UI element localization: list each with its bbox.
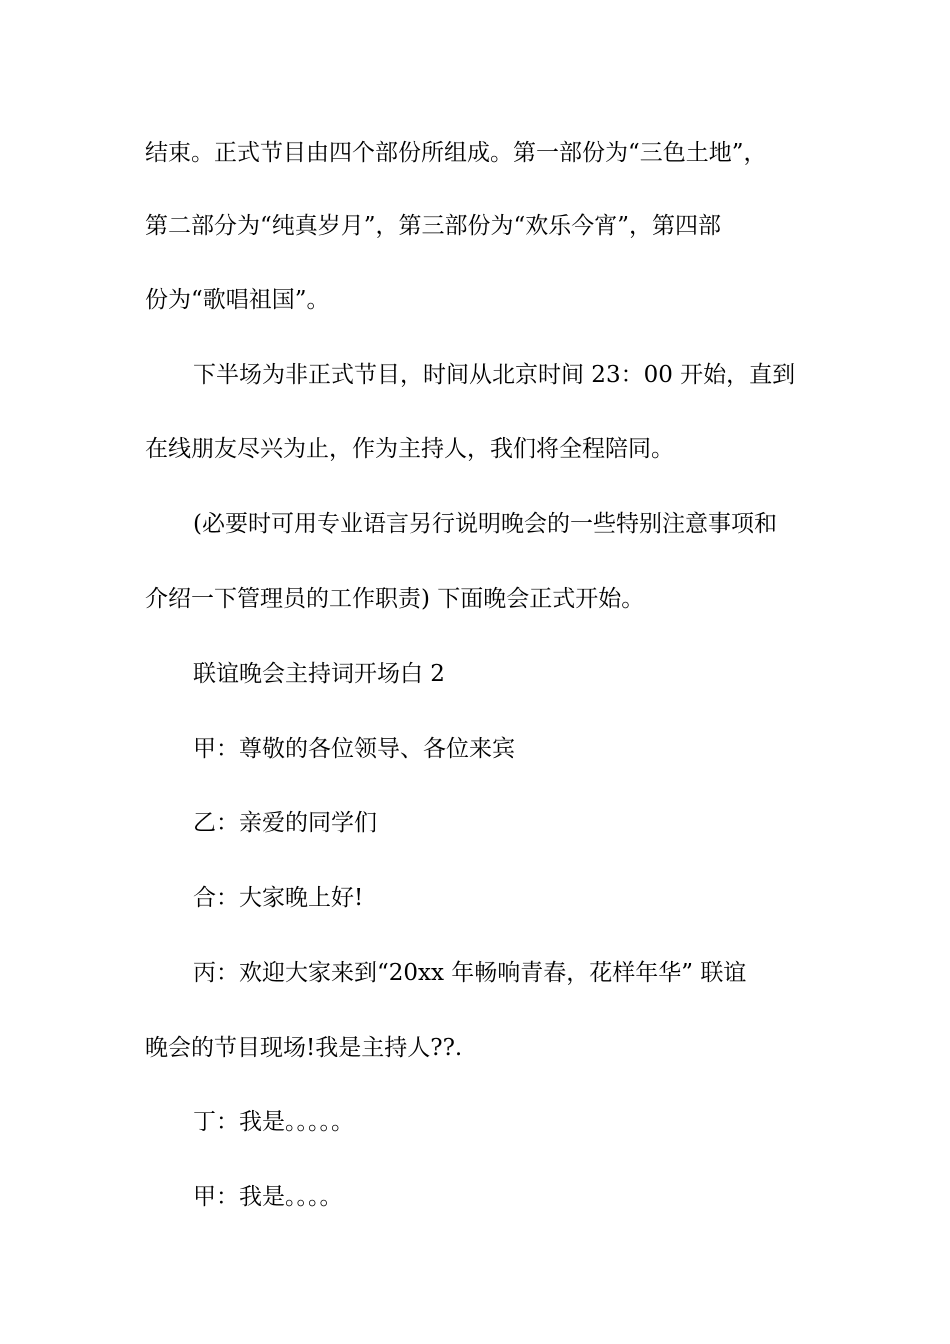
paragraph-line: 在线朋友尽兴为止，作为主持人，我们将全程陪同。: [145, 436, 674, 462]
dialogue-line: 甲：我是。。。。: [193, 1184, 343, 1210]
dialogue-line: 晚会的节目现场!我是主持人??.: [145, 1035, 463, 1061]
section-heading: 联谊晚会主持词开场白 2: [193, 661, 445, 687]
dialogue-line: 丙：欢迎大家来到“20xx 年畅响青春，花样年华” 联谊: [193, 960, 747, 986]
paragraph-line: 结束。正式节目由四个部份所组成。第一部份为“三色土地”，: [145, 140, 767, 166]
dialogue-line: 丁：我是。。。。。: [193, 1109, 354, 1135]
dialogue-line: 合：大家晚上好!: [193, 885, 364, 911]
dialogue-line: 乙：亲爱的同学们: [193, 810, 377, 836]
paragraph-line: 下半场为非正式节目，时间从北京时间 23：00 开始，直到: [193, 362, 796, 388]
paragraph-line: (必要时可用专业语言另行说明晚会的一些特别注意事项和: [193, 511, 777, 537]
paragraph-line: 第二部分为“纯真岁月”，第三部份为“欢乐今宵”，第四部: [145, 213, 722, 239]
dialogue-line: 甲：尊敬的各位领导、各位来宾: [193, 736, 515, 762]
paragraph-line: 份为“歌唱祖国”。: [145, 287, 330, 313]
paragraph-line: 介绍一下管理员的工作职责) 下面晚会正式开始。: [145, 586, 645, 612]
